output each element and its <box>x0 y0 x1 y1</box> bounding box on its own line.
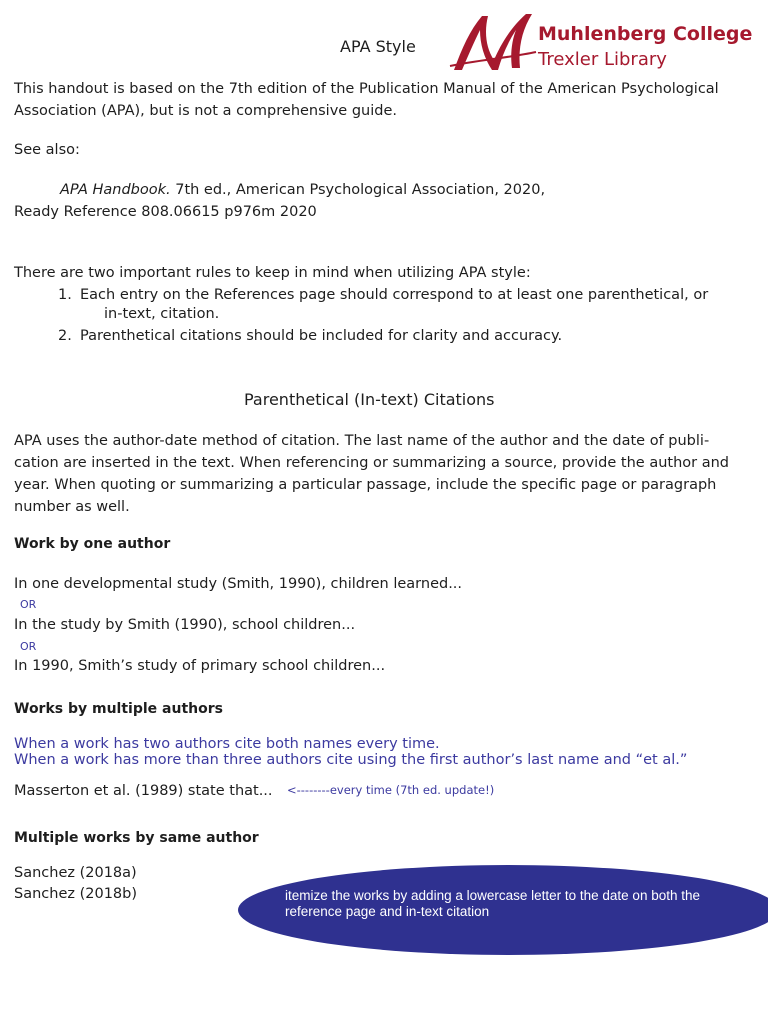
rule-1-text-cont: in-text, citation. <box>104 306 220 322</box>
see-also-label: See also: <box>14 142 80 158</box>
rules-lead: There are two important rules to keep in mind when utilizing APA style: <box>14 265 531 281</box>
one-author-example-1: In one developmental study (Smith, 1990), children learned... <box>14 576 463 592</box>
or-label-2: OR <box>20 640 37 653</box>
multi-authors-note-2: When a work has more than three authors cite using the first author’s last name and “et al.” <box>14 752 688 768</box>
reference-title: APA Handbook. <box>60 182 171 198</box>
same-author-heading: Multiple works by same author <box>14 830 259 846</box>
page-title: APA Style <box>340 37 416 56</box>
same-author-example-2: Sanchez (2018b) <box>14 886 138 902</box>
one-author-heading: Work by one author <box>14 536 171 552</box>
logo-college-name: Muhlenberg College <box>538 23 753 45</box>
reference-details: 7th ed., American Psychological Association, 2020, <box>170 182 546 198</box>
rule-2-text: Parenthetical citations should be included for clarity and accuracy. <box>80 328 563 344</box>
rule-2-number: 2. <box>58 328 72 344</box>
muhlenberg-logo-icon <box>448 8 538 74</box>
multi-authors-note-1: When a work has two authors cite both names every time. <box>14 736 440 752</box>
reference-line-2: Ready Reference 808.06615 p976m 2020 <box>14 204 317 220</box>
section-body: APA uses the author-date method of citation. The last name of the author and the date of publi-cation are inserted in the text. When referencing or summarizing a source, provide the author and year. When quoting or summarizing a particular passage, include the specific page or paragraph number as well. <box>14 433 729 515</box>
multi-authors-example: Masserton et al. (1989) state that... <box>14 783 273 799</box>
one-author-example-2: In the study by Smith (1990), school children... <box>14 617 356 633</box>
multi-authors-heading: Works by multiple authors <box>14 701 223 717</box>
multi-authors-annotation: <--------every time (7th ed. update!) <box>287 783 495 797</box>
reference-line-1 <box>60 182 545 198</box>
or-label-1: OR <box>20 598 37 611</box>
intro-paragraph: This handout is based on the 7th edition of the Publication Manual of the American Psychological Association (APA), but is not a comprehensive guide. <box>14 81 719 119</box>
same-author-example-1: Sanchez (2018a) <box>14 865 137 881</box>
callout-text: itemize the works by adding a lowercase letter to the date on both the reference page and in-text citation <box>285 888 700 919</box>
one-author-example-3: In 1990, Smith’s study of primary school children... <box>14 658 386 674</box>
section-heading: Parenthetical (In-text) Citations <box>244 390 495 409</box>
rule-1-number: 1. <box>58 287 72 303</box>
logo-library-name: Trexler Library <box>538 49 667 70</box>
rule-1-text: Each entry on the References page should correspond to at least one parenthetical, or <box>80 287 709 303</box>
